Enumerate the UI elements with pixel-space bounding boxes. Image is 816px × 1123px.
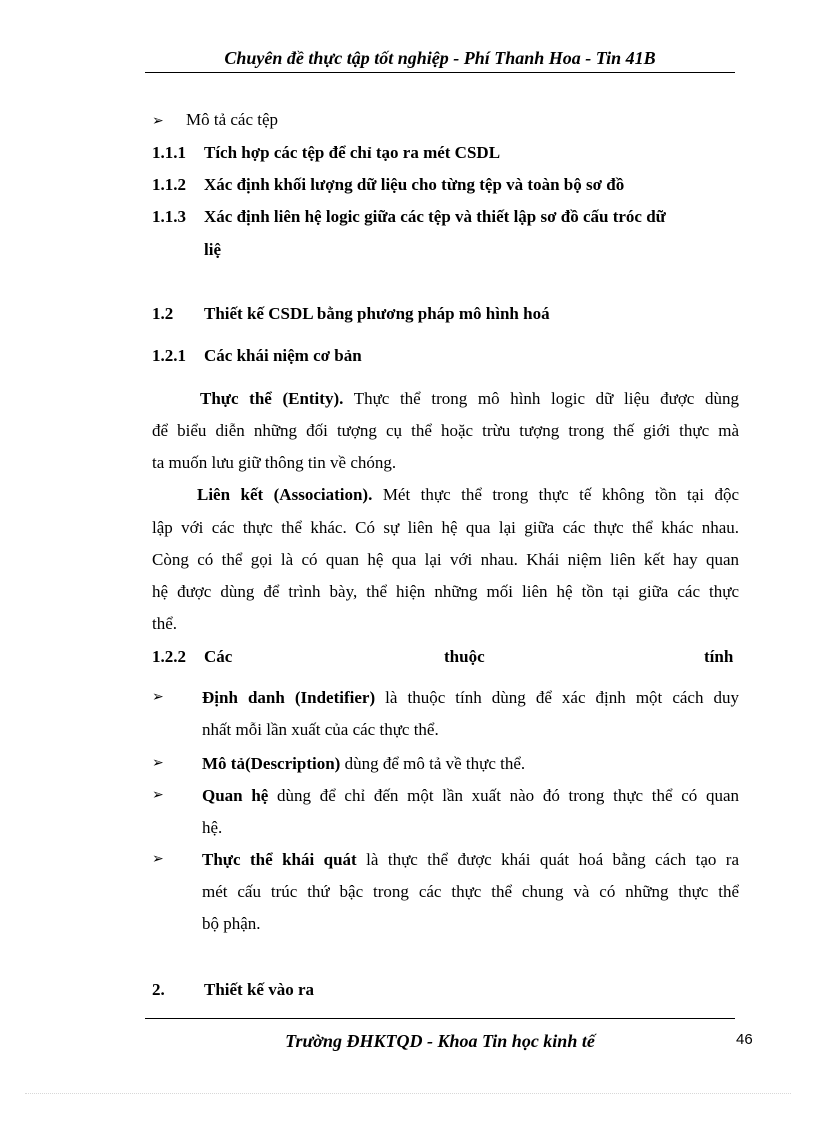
heading-1-1-3: [152, 207, 666, 227]
entity-paragraph-line-3: ta muốn lưu giữ thông tin về chóng.: [152, 453, 397, 472]
heading-number: 1.1.3: [152, 207, 186, 226]
identifier-term: Định danh (Indetifier): [202, 688, 376, 707]
heading-1-2-2-word-2: thuộc: [444, 647, 485, 666]
footer-rule: [145, 1018, 735, 1019]
heading-number: 1.1.1: [152, 143, 186, 162]
entity-paragraph-line-2: để biểu diễn những đối tượng cụ thể hoặc trừu tượng trong thế giới thực mà: [152, 421, 739, 440]
heading-1-2-1: [152, 346, 362, 366]
relationship-bullet-line-1: Quan hệ dùng để chỉ đến một lần xuất nào đó trong thực thể có quan: [202, 786, 739, 805]
heading-text: Tích hợp các tệp để chỉ tạo ra mét CSDL: [204, 143, 501, 162]
heading-1-2-2-word-1: Các: [204, 647, 233, 666]
heading-2: [152, 980, 314, 1000]
association-paragraph-line-4: hệ được dùng để trình bày, thể hiện những mối liên hệ tồn tại giữa các thực: [152, 582, 739, 601]
intro-bullet: [152, 110, 278, 130]
heading-1-1-2: [152, 175, 624, 195]
generalized-entity-bullet-line-3: bộ phận.: [202, 914, 261, 933]
heading-number: 2.: [152, 980, 165, 999]
generalized-entity-bullet-line-1: Thực thể khái quát là thực thể được khái quát hoá bằng cách tạo ra: [202, 850, 740, 869]
association-paragraph-line-1: Liên kết (Association). Mét thực thể trong thực tế không tồn tại độc: [197, 485, 740, 504]
bullet-arrow-icon: ➢: [152, 689, 164, 705]
heading-1-2: [152, 304, 550, 324]
bullet-arrow-icon: ➢: [152, 755, 164, 771]
relationship-term: Quan hệ: [202, 786, 269, 805]
page-bottom-border: [25, 1093, 791, 1094]
heading-1-1-3-continued: liệ: [204, 240, 221, 259]
identifier-bullet-line-1: Định danh (Indetifier) là thuộc tính dùng để xác định một cách duy: [202, 688, 739, 707]
description-term: Mô tả(Description): [202, 754, 341, 773]
heading-number: 1.1.2: [152, 175, 186, 194]
page-number: 46: [736, 1031, 753, 1048]
entity-term: Thực thể (Entity).: [200, 389, 344, 408]
heading-1-1-1: [152, 143, 500, 163]
identifier-bullet-line-2: nhất mỗi lần xuất của các thực thể.: [202, 720, 439, 739]
heading-1-2-2-word-3: tính: [704, 647, 734, 666]
association-paragraph-line-3: Còng có thể gọi là có quan hệ qua lại với nhau. Khái niệm liên kết hay quan: [152, 550, 739, 569]
association-paragraph-line-2: lập với các thực thể khác. Có sự liên hệ qua lại giữa các thực thể khác nhau.: [152, 518, 739, 537]
heading-number: 1.2: [152, 304, 174, 323]
bullet-arrow-icon: ➢: [152, 787, 164, 803]
bullet-arrow-icon: ➢: [152, 113, 164, 129]
heading-text: Các khái niệm cơ bản: [204, 346, 362, 365]
association-paragraph-line-5: thể.: [152, 614, 178, 633]
relationship-bullet-line-2: hệ.: [202, 818, 223, 837]
heading-text: Thiết kế vào ra: [204, 980, 315, 999]
association-term: Liên kết (Association).: [197, 485, 373, 504]
page-footer-title: Trường ĐHKTQD - Khoa Tin học kinh tế: [285, 1031, 595, 1051]
bullet-arrow-icon: ➢: [152, 851, 164, 867]
intro-bullet-text: Mô tả các tệp: [185, 110, 279, 129]
heading-number: 1.2.1: [152, 346, 186, 365]
header-rule: [145, 72, 735, 73]
heading-text: Thiết kế CSDL bằng phương pháp mô hình hoá: [204, 304, 550, 323]
generalized-entity-bullet-line-2: mét cấu trúc thứ bậc trong các thực thể chung và có những thực thể: [202, 882, 739, 901]
generalized-entity-term: Thực thể khái quát: [202, 850, 357, 869]
page-header-title: Chuyên đề thực tập tốt nghiệp - Phí Thanh Hoa - Tin 41B: [224, 48, 656, 68]
heading-text: Xác định liên hệ logic giữa các tệp và thiết lập sơ đồ cấu tróc dữ: [204, 207, 666, 226]
description-bullet-line-1: Mô tả(Description) dùng để mô tả về thực thể.: [202, 754, 526, 773]
heading-text: Xác định khối lượng dữ liệu cho từng tệp và toàn bộ sơ đồ: [204, 175, 625, 194]
entity-paragraph-line-1: Thực thể (Entity). Thực thể trong mô hình logic dữ liệu được dùng: [200, 389, 739, 408]
heading-1-2-2-number: 1.2.2: [152, 647, 186, 666]
